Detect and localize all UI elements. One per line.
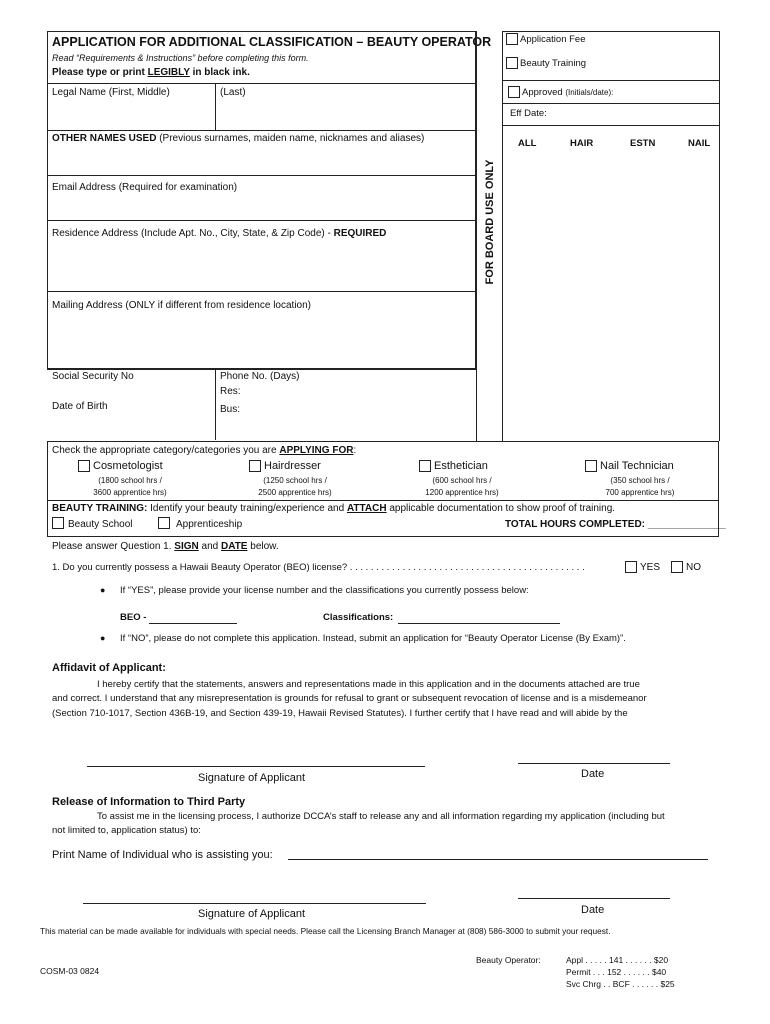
- residence-field[interactable]: [48, 242, 475, 290]
- eff-date-label: Eff Date:: [510, 108, 547, 119]
- cosmetologist-label: Cosmetologist: [93, 460, 163, 472]
- signature-line[interactable]: [87, 766, 425, 767]
- release-heading: Release of Information to Third Party: [52, 796, 246, 808]
- affidavit-line-2: and correct. I understand that any misrepresentation is grounds for refusal to grant or subsequent revocation of license and is a misdemeanor: [52, 693, 647, 704]
- if-yes-text: If “YES”, please provide your license number and the classifications you currently possess below:: [120, 585, 529, 596]
- hairdresser-hours-2: 2500 apprentice hrs): [258, 488, 332, 497]
- yes-checkbox[interactable]: [625, 561, 637, 573]
- nail-technician-checkbox[interactable]: [585, 460, 597, 472]
- release-line-1: To assist me in the licensing process, I authorize DCCA’s staff to release any and all information regarding my application (including but: [97, 811, 665, 822]
- classifications-label: Classifications:: [323, 612, 394, 623]
- dob-label: Date of Birth: [52, 401, 108, 412]
- approved-note: (Initials/date):: [565, 88, 614, 97]
- category-prompt: [52, 445, 356, 456]
- type-note: [52, 67, 250, 78]
- no-checkbox[interactable]: [671, 561, 683, 573]
- nail-technician-hours-2: 700 apprentice hrs): [605, 488, 675, 497]
- beo-label: BEO -: [120, 612, 147, 623]
- email-label: Email Address (Required for examination): [52, 182, 238, 193]
- hairdresser-label: Hairdresser: [264, 460, 321, 472]
- apprenticeship-checkbox[interactable]: [158, 517, 170, 529]
- board-use-vertical-label: FOR BOARD USE ONLY: [484, 159, 496, 285]
- esthetician-hours-1: (600 school hrs /: [432, 476, 492, 485]
- fee-svc-chrg: Svc Chrg . . BCF . . . . . . $25: [566, 979, 675, 989]
- hairdresser-checkbox[interactable]: [249, 460, 261, 472]
- approved-label: [522, 87, 613, 98]
- date-label: Date: [581, 768, 605, 780]
- phone-bus-label: Bus:: [220, 404, 241, 415]
- application-fee-checkbox[interactable]: [506, 33, 518, 45]
- beauty-school-label: Beauty School: [68, 519, 133, 530]
- beauty-school-checkbox[interactable]: [52, 517, 64, 529]
- phone-label: Phone No. (Days): [220, 371, 300, 382]
- nail-technician-hours-1: (350 school hrs /: [610, 476, 670, 485]
- training-instructions: [52, 503, 615, 514]
- bullet-icon: ●: [100, 633, 106, 643]
- question-and: and: [198, 541, 221, 552]
- fee-appl: Appl . . . . . 141 . . . . . . $20: [566, 955, 669, 965]
- question-intro-post: below.: [247, 541, 279, 552]
- training-attach: ATTACH: [346, 503, 387, 514]
- question-1-text: 1. Do you currently possess a Hawaii Beauty Operator (BEO) license? . . . . . . . . . . . . . . . . . . . . . . . . . . . . . . . . . . . . . . . . . . . . .: [52, 562, 585, 573]
- email-field[interactable]: [48, 195, 475, 219]
- category-prompt-pre: Check the appropriate category/categories you are: [52, 445, 280, 456]
- board-col-estn: ESTN: [630, 138, 656, 149]
- residence-required: REQUIRED: [333, 228, 387, 239]
- form-title: APPLICATION FOR ADDITIONAL CLASSIFICATION – BEAUTY OPERATOR: [52, 35, 492, 49]
- classifications-field[interactable]: [398, 612, 560, 624]
- affidavit-line-3: (Section 710-1017, Section 436B-19, and Section 439-19, Hawaii Revised Statutes). I further certify that I have read and will abide by the: [52, 708, 628, 719]
- special-needs-note: This material can be made available for individuals with special needs. Please call the Licensing Branch Manager at (808) 586-3000 to submit your request.: [40, 926, 611, 936]
- approved-text: Approved: [522, 87, 563, 98]
- legal-name-field[interactable]: [48, 99, 214, 129]
- training-text-post: applicable documentation to show proof of training.: [386, 503, 616, 514]
- question-intro-pre: Please answer Question 1.: [52, 541, 175, 552]
- other-names-label: [52, 133, 424, 144]
- beauty-training-checkbox[interactable]: [506, 57, 518, 69]
- signature-label-2: Signature of Applicant: [198, 908, 306, 920]
- bullet-icon: ●: [100, 585, 106, 595]
- esthetician-label: Esthetician: [434, 460, 488, 472]
- last-name-field[interactable]: [216, 99, 475, 129]
- other-names-bold: OTHER NAMES USED: [52, 133, 157, 144]
- ssn-label: Social Security No: [52, 371, 134, 382]
- beo-number-field[interactable]: [149, 612, 237, 624]
- phone-res-label: Res:: [220, 386, 241, 397]
- apprenticeship-label: Apprenticeship: [176, 519, 243, 530]
- esthetician-hours-2: 1200 apprentice hrs): [425, 488, 499, 497]
- type-note-post: in black ink.: [189, 67, 250, 78]
- print-name-field[interactable]: [288, 848, 708, 860]
- type-note-emph: LEGIBLY: [147, 67, 190, 78]
- yes-label: YES: [640, 562, 661, 573]
- category-prompt-post: :: [353, 445, 357, 456]
- total-hours-label: TOTAL HOURS COMPLETED: ______________: [505, 519, 726, 530]
- application-fee-label: Application Fee: [520, 34, 586, 45]
- last-name-label: (Last): [220, 87, 246, 98]
- question-date: DATE: [221, 541, 248, 552]
- date-line[interactable]: [518, 763, 670, 764]
- residence-pre: Residence Address (Include Apt. No., City, State, & Zip Code) -: [52, 228, 334, 239]
- board-col-hair: HAIR: [570, 138, 594, 149]
- read-note: Read “Requirements & Instructions” before completing this form.: [52, 53, 309, 63]
- question-sign: SIGN: [174, 541, 199, 552]
- form-code: COSM-03 0824: [40, 966, 100, 976]
- release-line-2: not limited to, application status) to:: [52, 825, 201, 836]
- board-col-all: ALL: [518, 138, 537, 149]
- question-intro: [52, 541, 279, 552]
- date-label-2: Date: [581, 904, 605, 916]
- mailing-field[interactable]: [48, 314, 475, 366]
- other-names-field[interactable]: [48, 146, 475, 174]
- fees-label: Beauty Operator:: [476, 955, 541, 965]
- esthetician-checkbox[interactable]: [419, 460, 431, 472]
- type-note-pre: Please type or print: [52, 67, 148, 78]
- beauty-training-label: Beauty Training: [520, 58, 587, 69]
- board-col-nail: NAIL: [688, 138, 711, 149]
- date-line-2[interactable]: [518, 898, 670, 899]
- other-names-rest: (Previous surnames, maiden name, nicknames and aliases): [156, 133, 425, 144]
- mailing-label: Mailing Address (ONLY if different from residence location): [52, 300, 312, 311]
- cosmetologist-hours-1: (1800 school hrs /: [98, 476, 162, 485]
- legal-name-label: Legal Name (First, Middle): [52, 87, 170, 98]
- category-prompt-emph: APPLYING FOR: [279, 445, 354, 456]
- approved-checkbox[interactable]: [508, 86, 520, 98]
- cosmetologist-checkbox[interactable]: [78, 460, 90, 472]
- print-name-label: Print Name of Individual who is assisting you:: [52, 849, 273, 861]
- if-no-text: If “NO”, please do not complete this application. Instead, submit an application for “Beauty Operator License (By Exam)”.: [120, 633, 626, 644]
- cosmetologist-hours-2: 3600 apprentice hrs): [93, 488, 167, 497]
- no-label: NO: [686, 562, 701, 573]
- nail-technician-label: Nail Technician: [600, 460, 674, 472]
- affidavit-heading: Affidavit of Applicant:: [52, 662, 166, 674]
- signature-line-2[interactable]: [83, 903, 426, 904]
- training-text-pre: Identify your beauty training/experience and: [147, 503, 347, 514]
- residence-label: [52, 228, 386, 239]
- affidavit-line-1: I hereby certify that the statements, answers and representations made in this application and in the documents attached are true: [97, 679, 640, 690]
- hairdresser-hours-1: (1250 school hrs /: [263, 476, 327, 485]
- fee-permit: Permit . . . 152 . . . . . . $40: [566, 967, 667, 977]
- signature-label: Signature of Applicant: [198, 772, 306, 784]
- training-label: BEAUTY TRAINING:: [52, 503, 148, 514]
